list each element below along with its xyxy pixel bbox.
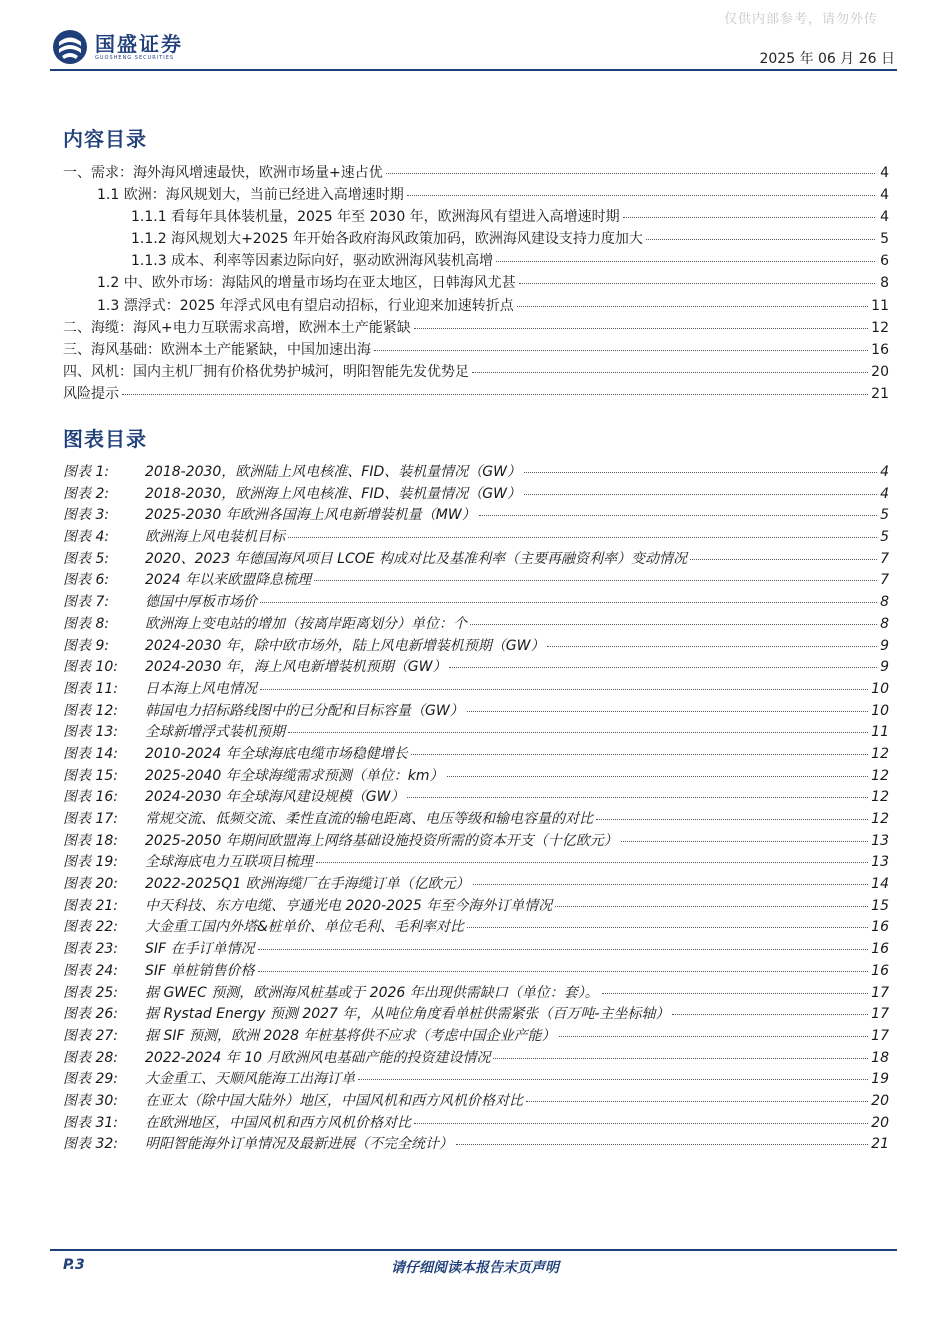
dot-leader <box>467 927 868 928</box>
dot-leader <box>524 472 877 473</box>
dot-leader <box>479 515 877 516</box>
figure-entry-text: 2020、2023 年德国海风项目 LCOE 构成对比及基准利率（主要再融资利率）变动情况 <box>145 550 688 567</box>
figure-entry-page: 12 <box>871 811 889 827</box>
logo-english-name: GUOSHENG SECURITIES <box>95 54 175 61</box>
dot-leader <box>316 862 868 863</box>
dot-leader <box>547 646 877 647</box>
figure-entry-text: SIF 单桩销售价格 <box>145 962 255 979</box>
figure-entry-label: 图表 16: <box>63 789 118 806</box>
figure-entry-page: 20 <box>871 1114 889 1131</box>
figure-entry-label: 图表 32: <box>63 1136 118 1153</box>
figure-entry[interactable] <box>63 461 889 483</box>
figure-entry[interactable] <box>63 938 889 960</box>
figure-entry-page: 13 <box>871 832 889 849</box>
figure-entry[interactable] <box>63 851 889 873</box>
figure-entry-label: 图表 29: <box>63 1071 118 1088</box>
dot-leader <box>467 711 868 712</box>
figure-entry-text: 2024-2030 年，除中欧市场外，陆上风电新增装机预期（GW） <box>145 637 545 654</box>
toc-entry-text: 1.1.2 海风规划大+2025 年开始各政府海风政策加码，欧洲海风建设支持力度加大 <box>131 231 643 248</box>
figure-entry[interactable] <box>63 982 889 1004</box>
dot-leader <box>288 732 868 733</box>
dot-leader <box>555 906 868 907</box>
toc-entry-page: 4 <box>880 165 889 181</box>
dot-leader <box>288 537 877 538</box>
figure-entry-page: 5 <box>880 507 889 524</box>
figure-entry-text: 全球新增浮式装机预期 <box>145 724 285 741</box>
figure-entry[interactable] <box>63 504 889 526</box>
toc-entry[interactable] <box>63 206 889 228</box>
figure-entry-text: 欧洲海上变电站的增加（按离岸距离划分）单位：个 <box>145 615 467 632</box>
figure-entry[interactable] <box>63 960 889 982</box>
figure-entry-page: 7 <box>880 550 889 567</box>
toc-entry-page: 6 <box>880 253 889 270</box>
dot-leader <box>411 754 868 755</box>
dot-leader <box>414 328 868 329</box>
figure-entry[interactable] <box>63 873 889 895</box>
figure-entry-page: 16 <box>871 962 889 979</box>
dot-leader <box>472 372 868 373</box>
figure-entry-text: 2024-2030 年全球海风建设规模（GW） <box>145 789 405 806</box>
figure-entry-page: 14 <box>871 876 889 893</box>
figure-entry-text: 2025-2030 年欧洲各国海上风电新增装机量（MW） <box>145 507 476 524</box>
figure-entry-label: 图表 4: <box>63 529 110 546</box>
dot-leader <box>414 1123 868 1124</box>
toc-entry-text: 1.3 漂浮式：2025 年浮式风电有望启动招标，行业迎来加速转折点 <box>97 297 514 314</box>
figure-entry-page: 12 <box>871 767 889 784</box>
toc-entry[interactable] <box>63 317 889 339</box>
figure-entry[interactable] <box>63 808 889 830</box>
dot-leader <box>358 1079 868 1080</box>
figure-entry-text: 明阳智能海外订单情况及最新进展（不完全统计） <box>145 1136 453 1153</box>
figure-entry-page: 21 <box>871 1136 889 1153</box>
figure-entry-page: 9 <box>880 637 889 654</box>
dot-leader <box>519 283 875 284</box>
dot-leader <box>602 993 868 994</box>
dot-leader <box>407 195 875 196</box>
dot-leader <box>407 797 868 798</box>
figure-entry-text: 2024 年以来欧盟降息梳理 <box>145 572 312 589</box>
figure-entry-text: 2022-2025Q1 欧洲海缆厂在手海缆订单（亿欧元） <box>145 876 470 893</box>
toc-entry-page: 4 <box>880 187 889 204</box>
figure-entry-label: 图表 12: <box>63 702 118 719</box>
dot-leader <box>559 1036 869 1037</box>
toc-entry[interactable] <box>63 250 889 272</box>
dot-leader <box>690 559 877 560</box>
figure-entry-page: 20 <box>871 1092 889 1109</box>
dot-leader <box>260 602 877 603</box>
figure-entry[interactable] <box>63 526 889 548</box>
figure-entry-label: 图表 3: <box>63 507 110 524</box>
dot-leader <box>623 217 875 218</box>
toc-entry-page: 8 <box>880 275 889 292</box>
figure-entry[interactable] <box>63 1090 889 1112</box>
logo-chinese-name: 国盛证券 <box>95 31 183 56</box>
dot-leader <box>122 394 868 395</box>
figure-entry[interactable] <box>63 700 889 722</box>
dot-leader <box>374 350 868 351</box>
figure-entry-label: 图表 18: <box>63 832 118 849</box>
figure-entry-label: 图表 27: <box>63 1027 118 1044</box>
toc-entry[interactable] <box>63 339 889 361</box>
toc-entry-page: 12 <box>871 319 889 336</box>
figure-entry-label: 图表 28: <box>63 1049 118 1066</box>
toc-entry-text: 风险提示 <box>63 385 119 402</box>
figure-entry-text: 2025-2040 年全球海缆需求预测（单位：km） <box>145 767 444 784</box>
dot-leader <box>596 819 868 820</box>
figure-entry[interactable] <box>63 591 889 613</box>
figure-entry-page: 7 <box>880 572 889 589</box>
figure-entry-text: 2022-2024 年 10 月欧洲风电基础产能的投资建设情况 <box>145 1049 491 1066</box>
figure-entry-text: 欧洲海上风电装机目标 <box>145 529 285 546</box>
figure-entry-label: 图表 2: <box>63 485 110 502</box>
figure-entry[interactable] <box>63 830 889 852</box>
figure-entry[interactable] <box>63 483 889 505</box>
figure-entry[interactable] <box>63 548 889 570</box>
figure-entry-text: 据 SIF 预测，欧洲 2028 年桩基将供不应求（考虑中国企业产能） <box>145 1027 556 1044</box>
figure-entry-label: 图表 30: <box>63 1092 118 1109</box>
toc-entry[interactable] <box>63 184 889 206</box>
figure-entry[interactable] <box>63 1025 889 1047</box>
toc-entry-page: 20 <box>871 363 889 380</box>
figure-entry-page: 8 <box>880 615 889 632</box>
toc-entry-page: 16 <box>871 341 889 358</box>
toc-entry-page: 4 <box>880 209 889 226</box>
figure-entry-label: 图表 25: <box>63 984 118 1001</box>
figure-entry-page: 9 <box>880 659 889 676</box>
dot-leader <box>470 624 877 625</box>
figure-entry-text: 全球海底电力互联项目梳理 <box>145 854 313 871</box>
figures-title: 图表目录 <box>63 427 147 451</box>
dot-leader <box>258 971 869 972</box>
figure-entry[interactable] <box>63 1112 889 1134</box>
figure-entry-text: SIF 在手订单情况 <box>145 941 255 958</box>
figure-entry-page: 12 <box>871 789 889 806</box>
report-date: 2025 年 06 月 26 日 <box>759 51 895 67</box>
figure-entry-page: 10 <box>871 680 889 697</box>
figure-entry-text: 大金重工国内外塔&桩单价、单位毛利、毛利率对比 <box>145 919 464 936</box>
figure-entry[interactable] <box>63 635 889 657</box>
figure-entry[interactable] <box>63 678 889 700</box>
figure-entry-label: 图表 6: <box>63 572 110 589</box>
toc-entry-text: 一、需求：海外海风增速最快，欧洲市场量+速占优 <box>63 165 383 181</box>
figure-entry[interactable] <box>63 613 889 635</box>
figure-entry[interactable] <box>63 721 889 743</box>
dot-leader <box>258 949 869 950</box>
figure-entry-page: 8 <box>880 594 889 611</box>
figure-entry-text: 2025-2050 年期间欧盟海上网络基础设施投资所需的资本开支（十亿欧元） <box>145 832 618 849</box>
figure-entry-label: 图表 21: <box>63 897 118 914</box>
figure-entry[interactable] <box>63 1003 889 1025</box>
figure-entry-label: 图表 31: <box>63 1114 118 1131</box>
dot-leader <box>496 261 875 262</box>
figure-entry[interactable] <box>63 569 889 591</box>
toc-entry-text: 三、海风基础：欧洲本土产能紧缺，中国加速出海 <box>63 341 371 358</box>
figure-entry-label: 图表 10: <box>63 659 118 676</box>
figure-entry-page: 16 <box>871 919 889 936</box>
figure-entry-label: 图表 7: <box>63 594 110 611</box>
toc-entry[interactable] <box>63 228 889 250</box>
footer-divider <box>50 1249 897 1251</box>
figure-entry-label: 图表 26: <box>63 1006 118 1023</box>
figure-entry-text: 2018-2030，欧洲海上风电核准、FID、装机量情况（GW） <box>145 485 521 502</box>
figure-entry-page: 17 <box>871 984 889 1001</box>
figure-entry-label: 图表 17: <box>63 811 118 827</box>
dot-leader <box>386 173 875 174</box>
figure-entry-label: 图表 9: <box>63 637 110 654</box>
figure-entry-page: 18 <box>871 1049 889 1066</box>
figure-entry-page: 11 <box>871 724 889 741</box>
toc-list <box>63 162 889 405</box>
toc-entry-page: 5 <box>880 231 889 248</box>
toc-entry-text: 二、海缆：海风+电力互联需求高增，欧洲本土产能紧缺 <box>63 319 411 336</box>
figure-entry-text: 中天科技、东方电缆、亨通光电 2020-2025 年至今海外订单情况 <box>145 897 553 914</box>
figure-entry-label: 图表 14: <box>63 745 118 762</box>
toc-entry[interactable] <box>63 272 889 294</box>
toc-entry-text: 1.2 中、欧外市场：海陆风的增量市场均在亚太地区，日韩海风尤甚 <box>97 275 516 292</box>
logo-mark-icon <box>51 28 89 66</box>
figure-entry-text: 德国中厚板市场价 <box>145 594 257 611</box>
watermark-text: 仅供内部参考，请勿外传 <box>723 12 878 27</box>
figure-entry[interactable] <box>63 1068 889 1090</box>
header-divider <box>50 69 897 71</box>
dot-leader <box>672 1014 868 1015</box>
dot-leader <box>646 239 875 240</box>
toc-entry-text: 1.1.3 成本、利率等因素边际向好，驱动欧洲海风装机高增 <box>131 253 494 270</box>
figure-entry[interactable] <box>63 765 889 787</box>
dot-leader <box>524 494 877 495</box>
figure-entry[interactable] <box>63 656 889 678</box>
figure-entry-label: 图表 8: <box>63 615 110 632</box>
dot-leader <box>493 1058 868 1059</box>
toc-entry[interactable] <box>63 361 889 383</box>
figure-entry-text: 在亚太（除中国大陆外）地区，中国风机和西方风机价格对比 <box>145 1092 523 1109</box>
dot-leader <box>473 884 868 885</box>
figure-entry-label: 图表 20: <box>63 876 118 893</box>
figure-entry-label: 图表 13: <box>63 724 118 741</box>
figure-entry[interactable] <box>63 916 889 938</box>
figure-entry-text: 2024-2030 年，海上风电新增装机预期（GW） <box>145 659 447 676</box>
figure-entry-text: 日本海上风电情况 <box>145 680 257 697</box>
dot-leader <box>621 841 868 842</box>
figure-entry-label: 图表 11: <box>63 680 118 697</box>
figure-entry-page: 17 <box>871 1027 889 1044</box>
dot-leader <box>526 1101 868 1102</box>
dot-leader <box>447 776 869 777</box>
figure-entry[interactable] <box>63 743 889 765</box>
figure-entry-text: 在欧洲地区，中国风机和西方风机价格对比 <box>145 1114 411 1131</box>
figure-entry[interactable] <box>63 1047 889 1069</box>
dot-leader <box>449 667 877 668</box>
figure-entry-page: 13 <box>871 854 889 871</box>
figure-entry-page: 10 <box>871 702 889 719</box>
figure-entry-text: 据 Rystad Energy 预测 2027 年，从吨位角度看单桩供需紧张（百万吨-主坐标轴） <box>145 1006 670 1023</box>
toc-entry-page: 21 <box>871 385 889 402</box>
toc-entry[interactable] <box>63 295 889 317</box>
dot-leader <box>517 306 868 307</box>
disclaimer-note: 请仔细阅读本报告末页声明 <box>391 1260 559 1276</box>
figure-entry-page: 12 <box>871 745 889 762</box>
figure-entry-label: 图表 15: <box>63 767 118 784</box>
figure-entry-label: 图表 5: <box>63 550 110 567</box>
figure-entry-label: 图表 22: <box>63 919 118 936</box>
figure-entry-page: 4 <box>880 485 889 502</box>
figure-entry-text: 2010-2024 年全球海底电缆市场稳健增长 <box>145 745 408 762</box>
company-logo <box>51 29 183 65</box>
page-number: P.3 <box>63 1257 85 1273</box>
figure-entry-text: 大金重工、天顺风能海工出海订单 <box>145 1071 355 1088</box>
figure-entry-text: 2018-2030，欧洲陆上风电核准、FID、装机量情况（GW） <box>145 464 521 480</box>
dot-leader <box>260 689 868 690</box>
toc-entry-text: 1.1 欧洲：海风规划大，当前已经进入高增速时期 <box>97 187 404 204</box>
figure-entry[interactable] <box>63 786 889 808</box>
figure-entry-page: 4 <box>880 464 889 480</box>
toc-entry-text: 四、风机：国内主机厂拥有价格优势护城河，明阳智能先发优势足 <box>63 363 469 380</box>
toc-entry-page: 11 <box>871 297 889 314</box>
figure-entry-label: 图表 19: <box>63 854 118 871</box>
figure-entry-page: 5 <box>880 529 889 546</box>
figure-entry[interactable] <box>63 1133 889 1155</box>
figure-entry-label: 图表 1: <box>63 464 110 480</box>
dot-leader <box>456 1144 868 1145</box>
toc-entry[interactable] <box>63 162 889 184</box>
figure-entry-text: 韩国电力招标路线图中的已分配和目标容量（GW） <box>145 702 464 719</box>
figure-entry-text: 常规交流、低频交流、柔性直流的输电距离、电压等级和输电容量的对比 <box>145 811 593 827</box>
figures-list <box>63 461 889 1155</box>
figure-entry-page: 15 <box>871 897 889 914</box>
figure-entry-text: 据 GWEC 预测，欧洲海风桩基或于 2026 年出现供需缺口（单位：套）。 <box>145 984 599 1001</box>
figure-entry-page: 17 <box>871 1006 889 1023</box>
toc-entry[interactable] <box>63 383 889 405</box>
toc-title: 内容目录 <box>63 127 147 151</box>
toc-entry-text: 1.1.1 看每年具体装机量，2025 年至 2030 年，欧洲海风有望进入高增速时期 <box>131 209 620 226</box>
figure-entry-label: 图表 24: <box>63 962 118 979</box>
dot-leader <box>314 580 877 581</box>
figure-entry[interactable] <box>63 895 889 917</box>
figure-entry-page: 16 <box>871 941 889 958</box>
figure-entry-page: 19 <box>871 1071 889 1088</box>
figure-entry-label: 图表 23: <box>63 941 118 958</box>
